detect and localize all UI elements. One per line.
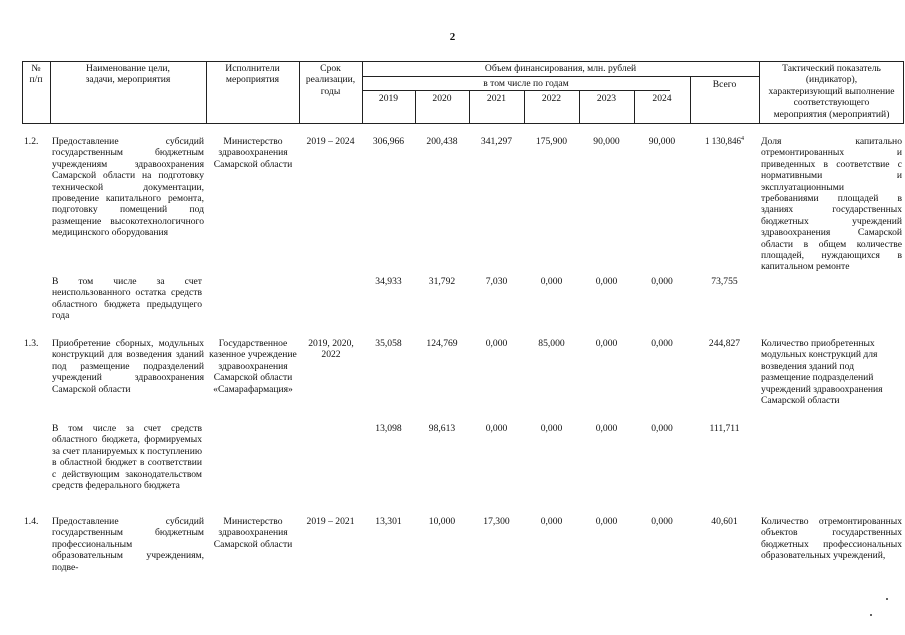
row-value-2023: 0,000	[595, 276, 618, 287]
row-value-2024: 0,000	[651, 423, 673, 434]
row-num: 1.4.	[24, 516, 39, 527]
row-indicator: Количество отремонтированных объектов государственных бюджетных профессиональных образовательных учреждений,	[761, 516, 902, 562]
header-total: Всего	[712, 79, 737, 90]
header-year: 2021	[486, 93, 507, 104]
row-total: 111,711	[709, 423, 740, 434]
row-value-2023: 0,000	[595, 338, 618, 349]
row-value-2023: 0,000	[595, 516, 618, 527]
row-value-2021: 0,000	[485, 338, 508, 349]
row-value-2019: 13,098	[375, 423, 402, 434]
row-value-2022: 0,000	[540, 276, 563, 287]
header-term: Срок реализации, годы	[305, 63, 356, 97]
row-term: 2019 – 2021	[306, 516, 355, 527]
row-value-2022: 85,000	[538, 338, 565, 349]
row-num: 1.2.	[24, 136, 39, 147]
row-executor: Министерство здравоохранения Самарской области	[213, 516, 293, 550]
header-year: 2022	[541, 93, 562, 104]
row-value-2024: 0,000	[651, 338, 673, 349]
row-value-2021: 17,300	[483, 516, 510, 527]
row-term: 2019, 2020, 2022	[308, 338, 354, 361]
row-name: Предоставление субсидий государственным бюджетным учреждениям здравоохранения Самарской области на подготовку технической документации, проведение капитального ремонта, подготовку помещений под размещение высокотехнологичного медицинского оборудования	[52, 136, 204, 239]
row-total-value: 1 130,846	[705, 136, 741, 146]
footnote-mark: 4	[741, 136, 744, 142]
row-value-2024: 0,000	[651, 516, 673, 527]
header-by-years: в том числе по годам	[483, 78, 569, 89]
row-indicator: Количество приобретенных модульных конструкций для возведения зданий под размещение подразделений учреждений здравоохранения Самарской области	[761, 338, 883, 407]
row-name: Приобретение сборных, модульных конструкций для возведения зданий под размещение подразделений учреждений здравоохранения Самарской области	[52, 338, 204, 395]
header-indicator: Тактический показатель (индикатор), характеризующий выполнение соответствующего мероприятия (мероприятий)	[768, 63, 895, 120]
table-header	[22, 61, 904, 123]
row-total: 40,601	[711, 516, 738, 527]
scan-speck	[886, 598, 888, 600]
row-value-2020: 31,792	[428, 276, 456, 287]
row-executor: Государственное казенное учреждение здравоохранения Самарской области «Самарафармация»	[209, 338, 297, 395]
header-funding: Объем финансирования, млн. рублей	[484, 63, 637, 74]
row-value-2020: 10,000	[428, 516, 456, 527]
row-total: 244,827	[708, 338, 741, 349]
row-total: 73,755	[711, 276, 738, 287]
row-value-2022: 0,000	[540, 516, 563, 527]
row-value-2021: 0,000	[485, 423, 508, 434]
row-name: Предоставление субсидий государственным бюджетным профессиональным образовательным учреждениям, подве-	[52, 516, 204, 573]
header-executors: Исполнители мероприятия	[225, 63, 280, 86]
row-value-2021: 7,030	[485, 276, 508, 287]
page-number: 2	[449, 31, 456, 43]
row-indicator: Доля капитально отремонтированных и приведенных в соответствие с нормативными и эксплуатационными требованиями площадей в зданиях государственных бюджетных учреждений здравоохранения Самарской области в общем количестве площадей, нуждающихся в капитальном ремонте	[761, 136, 902, 273]
header-year: 2020	[432, 93, 452, 104]
row-value-2020: 98,613	[428, 423, 456, 434]
row-value-2023: 90,000	[593, 136, 620, 147]
row-num: 1.3.	[24, 338, 39, 349]
scan-speck	[870, 614, 872, 616]
row-value-2023: 0,000	[595, 423, 618, 434]
row-name: В том числе за счет средств областного бюджета, формируемых за счет планируемых к поступлению в областной бюджет в соответствии с действующим законодательством средств федерального бюджета	[52, 423, 202, 492]
row-value-2019: 306,966	[372, 136, 405, 147]
row-value-2020: 200,438	[426, 136, 458, 147]
row-value-2019: 34,933	[375, 276, 402, 287]
header-year: 2019	[378, 93, 399, 104]
row-name: В том числе за счет неиспользованного остатка средств областного бюджета предыдущего года	[52, 276, 202, 322]
row-value-2019: 13,301	[375, 516, 402, 527]
row-value-2020: 124,769	[426, 338, 458, 349]
row-value-2022: 175,900	[535, 136, 568, 147]
header-name: Наименование цели, задачи, мероприятия	[85, 63, 171, 86]
row-value-2024: 0,000	[651, 276, 673, 287]
row-value-2024: 90,000	[648, 136, 676, 147]
header-num: № п/п	[29, 63, 43, 86]
row-total	[690, 136, 759, 147]
row-value-2022: 0,000	[540, 423, 563, 434]
row-value-2021: 341,297	[480, 136, 513, 147]
header-year: 2024	[652, 93, 672, 104]
row-value-2019: 35,058	[375, 338, 402, 349]
header-year: 2023	[596, 93, 617, 104]
row-term: 2019 – 2024	[306, 136, 355, 147]
row-executor: Министерство здравоохранения Самарской области	[213, 136, 293, 170]
